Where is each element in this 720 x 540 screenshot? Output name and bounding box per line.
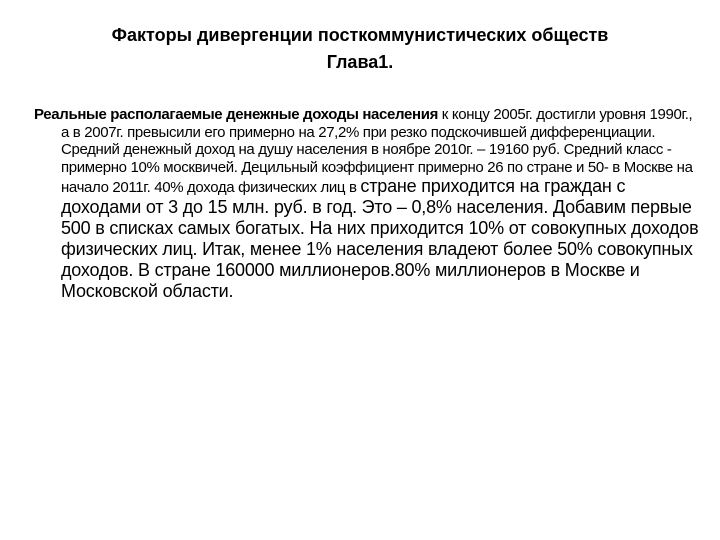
lead-phrase: Реальные располагаемые денежные доходы населения <box>34 106 438 123</box>
slide-body-paragraph <box>34 106 701 302</box>
slide-title <box>40 22 680 76</box>
slide-title-line-2: Глава1. <box>326 52 394 72</box>
slide-title-line-1: Факторы дивергенции посткоммунистических обществ <box>111 25 609 45</box>
body-text-small: к концу 2005г. достигли уровня 1990г., а в 2007г. превысили его примерно на 27,2% при резко подскочившей дифференциации. Средний денежный доход на душу населения в ноябре 2010г. – 19160 руб. Средний класс - примерно 10% москвичей. Децильный коэффициент примерно 26 по стране и 50- в Москве на начало 2011г. 40% дохода физических лиц в <box>61 106 693 196</box>
body-text-large: стране приходится на граждан с доходами от 3 до 15 млн. руб. в год. Это – 0,8% населения. Добавим первые 500 в списках самых богатых. На них приходится 10% от совокупных доходов физических лиц. Итак, менее 1% населения владеют более 50% совокупных доходов. В стране 160000 миллионеров.80% миллионеров в Москве и Московской области. <box>61 176 699 301</box>
